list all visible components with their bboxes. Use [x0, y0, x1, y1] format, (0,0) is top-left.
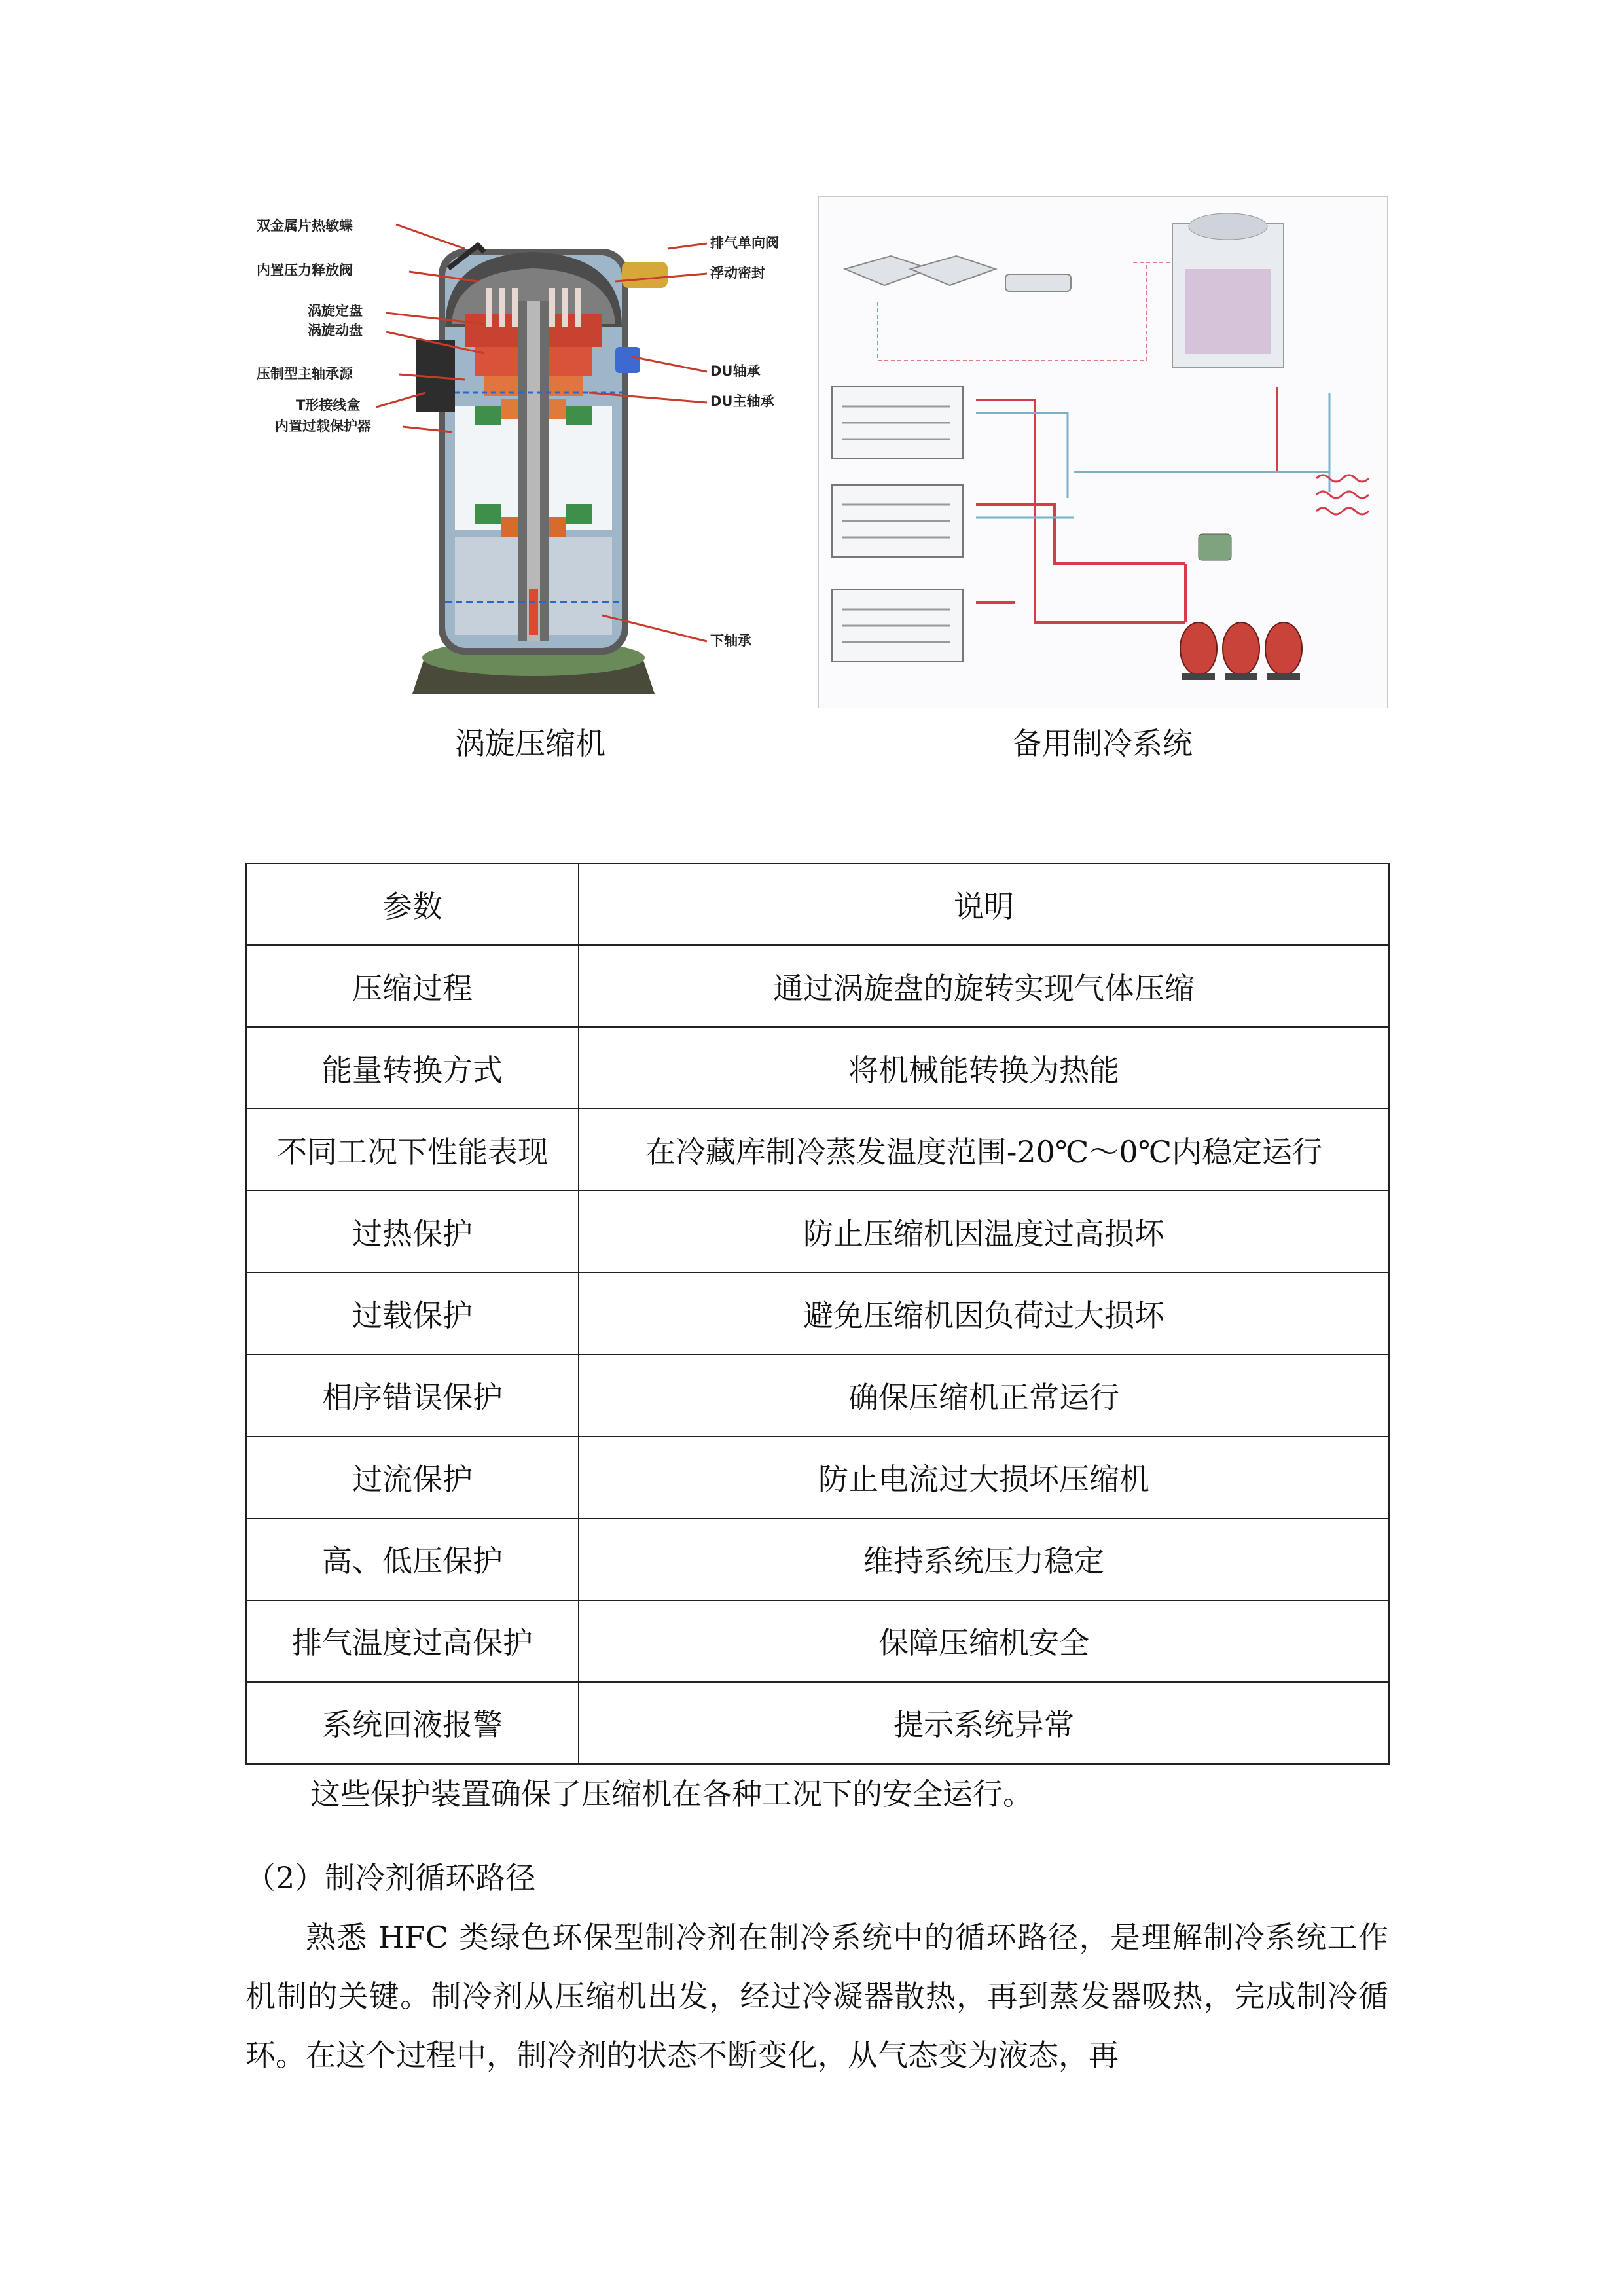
- header-param: 参数: [246, 863, 579, 945]
- cell-desc: 防止电流过大损坏压缩机: [579, 1437, 1389, 1518]
- table-row: [246, 1437, 1389, 1518]
- cell-param: 过热保护: [246, 1191, 579, 1272]
- cell-param: 系统回液报警: [246, 1682, 579, 1764]
- callout-main-bearing: 压制型主轴承源: [257, 366, 353, 382]
- callout-overload-protector: 内置过载保护器: [275, 418, 371, 434]
- refrigeration-system-figure: [818, 196, 1388, 708]
- cell-desc: 将机械能转换为热能: [579, 1027, 1389, 1109]
- cell-param: 能量转换方式: [246, 1027, 579, 1109]
- cell-param: 过载保护: [246, 1272, 579, 1354]
- table-row: [246, 1682, 1389, 1764]
- cell-desc: 在冷藏库制冷蒸发温度范围-20℃～0℃内稳定运行: [579, 1109, 1389, 1191]
- cell-param: 压缩过程: [246, 945, 579, 1027]
- table-row: [246, 1518, 1389, 1600]
- table-row: [246, 1027, 1389, 1109]
- section-heading: （2）制冷剂循环路径: [245, 1860, 536, 1895]
- table-row: [246, 945, 1389, 1027]
- callout-du-main-bearing: DU主轴承: [710, 393, 774, 409]
- callout-fixed-scroll: 涡旋定盘: [308, 303, 363, 319]
- callout-terminal-box: T形接线盒: [296, 397, 361, 413]
- callout-orbiting-scroll: 涡旋动盘: [308, 323, 363, 338]
- table-row: [246, 1272, 1389, 1354]
- table-header-row: [246, 863, 1389, 945]
- body-paragraph: 熟悉 HFC 类绿色环保型制冷剂在制冷系统中的循环路径，是理解制冷系统工作机制的关键。制冷剂从压缩机出发，经过冷凝器散热，再到蒸发器吸热，完成制冷循环。在这个过程中，制冷剂的状态不断变化，从气态变为液态，再: [245, 1920, 1388, 2073]
- table-row: [246, 1191, 1389, 1272]
- callout-pressure-relief-valve: 内置压力释放阀: [257, 262, 353, 278]
- callout-floating-seal: 浮动密封: [710, 265, 765, 281]
- callout-du-bearing: DU轴承: [710, 363, 761, 379]
- cell-param: 排气温度过高保护: [246, 1600, 579, 1682]
- cell-param: 高、低压保护: [246, 1518, 579, 1600]
- figure-caption-left: 涡旋压缩机: [455, 726, 605, 761]
- cell-desc: 防止压缩机因温度过高损坏: [579, 1191, 1389, 1272]
- cell-desc: 提示系统异常: [579, 1682, 1389, 1764]
- callout-lower-bearing: 下轴承: [710, 633, 751, 649]
- figure-caption-right: 备用制冷系统: [1012, 726, 1193, 761]
- callout-bimetal: 双金属片热敏蝶: [257, 218, 353, 234]
- cell-desc: 通过涡旋盘的旋转实现气体压缩: [579, 945, 1389, 1027]
- cell-desc: 确保压缩机正常运行: [579, 1354, 1389, 1436]
- cell-param: 相序错误保护: [246, 1354, 579, 1436]
- parameter-table: [245, 863, 1390, 1765]
- cell-desc: 维持系统压力稳定: [579, 1518, 1389, 1600]
- table-row: [246, 1109, 1389, 1191]
- cell-desc: 保障压缩机安全: [579, 1600, 1389, 1682]
- protection-note: 这些保护装置确保了压缩机在各种工况下的安全运行。: [310, 1776, 1033, 1812]
- refrigeration-system-schematic: [819, 197, 1387, 708]
- scroll-compressor-figure: [249, 196, 812, 707]
- table-row: [246, 1600, 1389, 1682]
- cell-param: 过流保护: [246, 1437, 579, 1518]
- scroll-compressor-illustration: [249, 196, 812, 707]
- table-row: [246, 1354, 1389, 1436]
- header-desc: 说明: [579, 863, 1389, 945]
- cell-param: 不同工况下性能表现: [246, 1109, 579, 1191]
- cell-desc: 避免压缩机因负荷过大损坏: [579, 1272, 1389, 1354]
- callout-discharge-check-valve: 排气单向阀: [710, 235, 779, 251]
